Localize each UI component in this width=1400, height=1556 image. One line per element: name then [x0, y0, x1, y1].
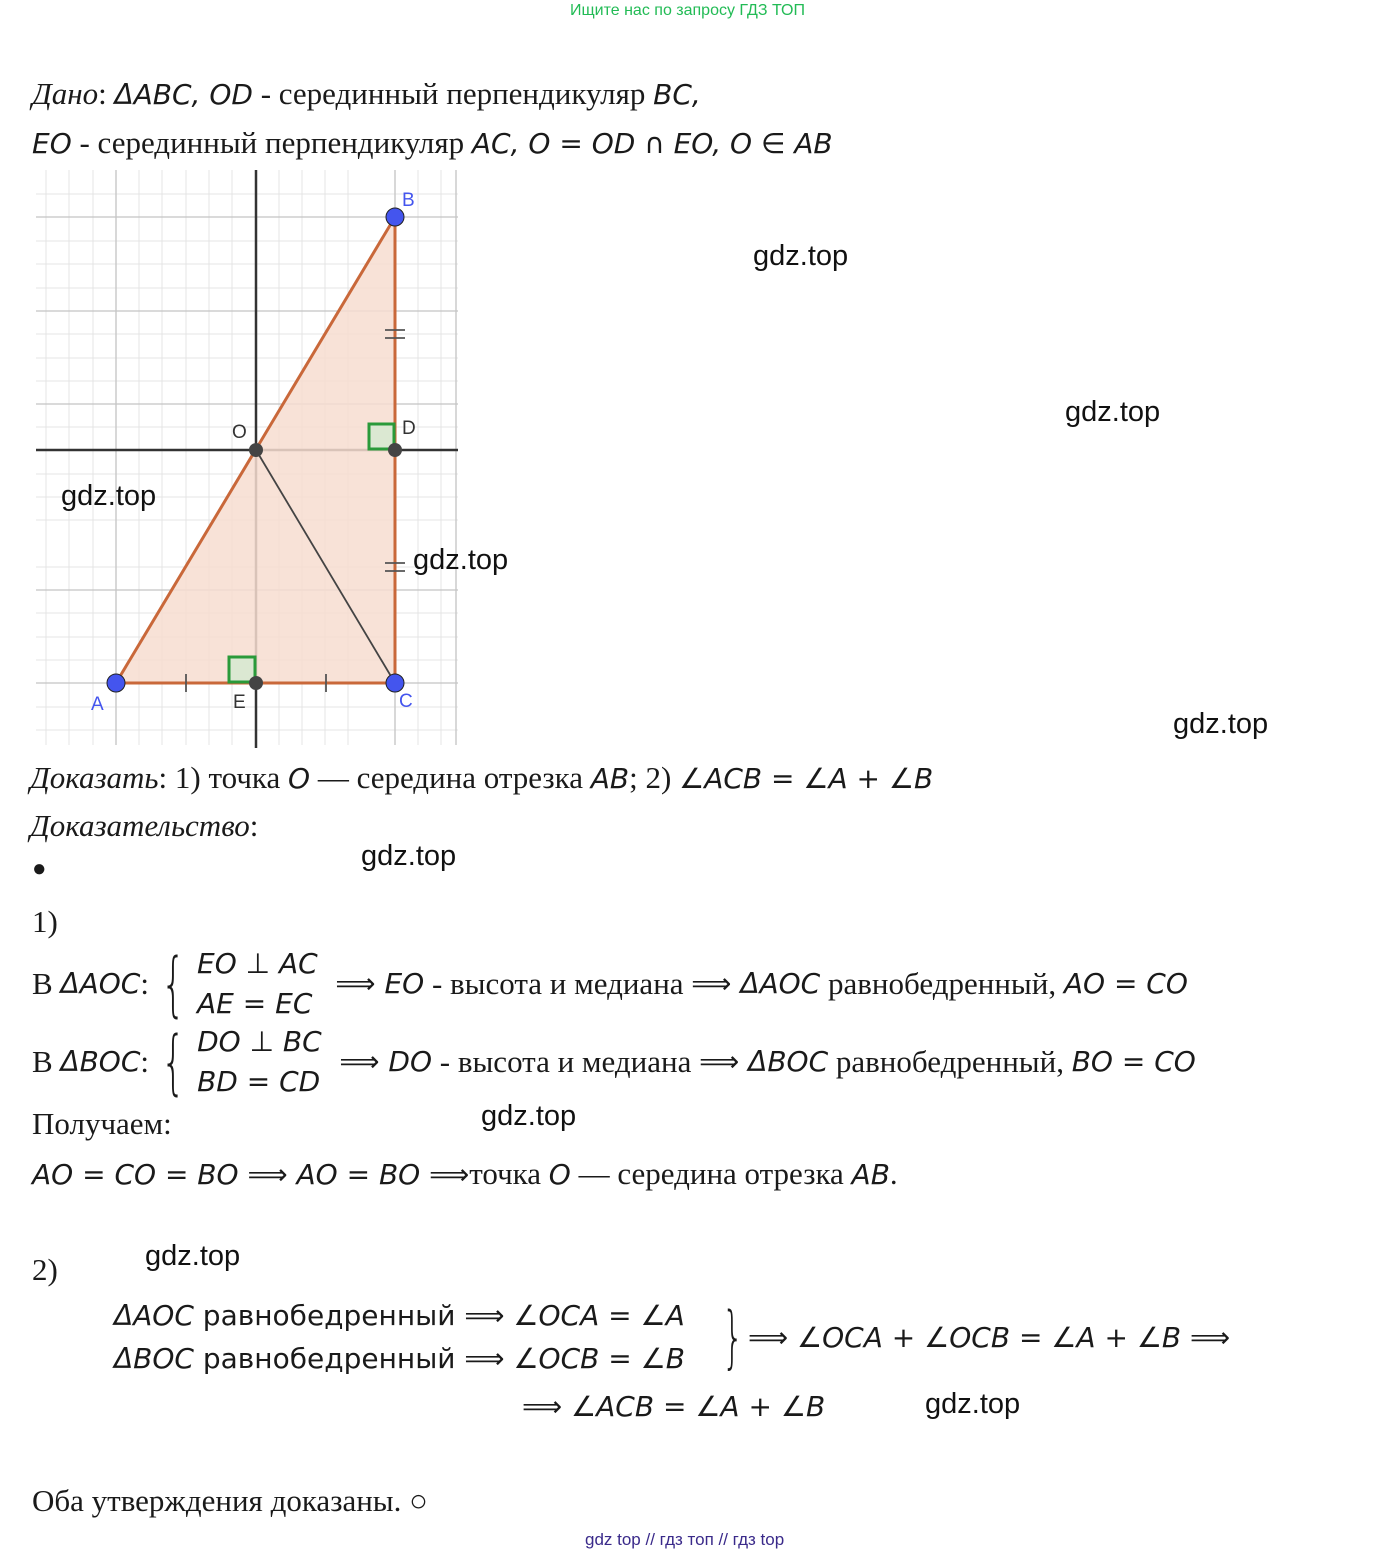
prove-text: — середина отрезка	[310, 760, 591, 795]
obtain-label: Получаем:	[32, 1106, 172, 1141]
given-text: - серединный перпендикуляр	[71, 125, 472, 160]
conclusion-end: .	[889, 1156, 898, 1191]
prove-label: Доказать	[30, 760, 159, 795]
point-d	[388, 443, 402, 457]
row-colon: :	[140, 966, 149, 1001]
p2-text: равнобедренный	[193, 1342, 465, 1375]
prove-text: ; 2)	[629, 760, 680, 795]
system-line: BD = CD	[197, 1065, 321, 1098]
row-text: - высота и медиана	[432, 1044, 700, 1079]
point-a	[107, 674, 125, 692]
system-boc	[197, 1022, 322, 1102]
prove-math: AB	[590, 762, 630, 795]
watermark: gdz.top	[361, 840, 457, 872]
p2-math: ⟹ ∠OCA = ∠A	[464, 1299, 685, 1332]
point-c	[386, 674, 404, 692]
proof-colon: :	[249, 808, 259, 843]
closing-brace: }	[722, 1298, 744, 1377]
system-aoc	[197, 944, 318, 1024]
conclusion-line	[32, 1154, 898, 1195]
p2-math: ⟹ ∠OCA + ∠OCB = ∠A + ∠B ⟹	[748, 1321, 1231, 1354]
watermark: gdz.top	[413, 544, 509, 576]
row-prefix: В	[32, 966, 61, 1001]
prove-math: ∠ACB = ∠A + ∠B	[679, 762, 934, 795]
point-o	[249, 443, 263, 457]
watermark: gdz.top	[925, 1388, 1021, 1420]
system-brace: {	[160, 1021, 186, 1103]
label-a: A	[91, 694, 104, 715]
system-line: DO ⊥ BC	[197, 1025, 322, 1058]
system-line: EO ⊥ AC	[197, 947, 318, 980]
given-line-2	[32, 123, 833, 164]
conclusion-math: AO = CO = BO ⟹ AO = BO ⟹	[32, 1158, 470, 1191]
given-math: AC, O = OD ∩ EO, O ∈ AB	[471, 127, 833, 160]
given-math: EO	[32, 127, 72, 160]
done-line: Оба утверждения доказаны. ○	[32, 1483, 428, 1518]
given-text: - серединный перпендикуляр	[252, 76, 654, 111]
p2-math: ΔBOC	[114, 1342, 194, 1375]
prove-text: : 1) точка	[158, 760, 289, 795]
part2-right	[748, 1317, 1230, 1358]
label-o: O	[232, 422, 247, 443]
system-line: AE = EC	[197, 987, 313, 1020]
bullet: ●	[32, 856, 47, 882]
row-triangle: ΔBOC	[60, 1045, 141, 1078]
row-colon: :	[140, 1044, 150, 1079]
row-text: равнобедренный,	[820, 966, 1064, 1001]
part2-line-boc	[114, 1338, 685, 1379]
p2-text: равнобедренный	[193, 1299, 465, 1332]
part2-line-aoc	[114, 1295, 685, 1336]
footer: gdz top // гдз топ // гдз top	[585, 1530, 785, 1549]
conclusion-text: точка	[469, 1156, 549, 1191]
watermark: gdz.top	[753, 240, 849, 272]
p2-math: ΔAOC	[114, 1299, 194, 1332]
conclusion-math: O	[548, 1158, 571, 1191]
row-math: ⟹ EO	[335, 967, 425, 1000]
row-math: BO = CO	[1071, 1045, 1196, 1078]
p2-math: ⟹ ∠ACB = ∠A + ∠B	[522, 1390, 826, 1423]
proof-row-boc	[32, 1022, 1196, 1106]
row-math: ⟹ ΔBOC	[699, 1045, 829, 1078]
geometry-figure	[36, 170, 466, 750]
watermark: gdz.top	[1065, 396, 1161, 428]
watermark: gdz.top	[145, 1240, 241, 1272]
proof-label: Доказательство	[30, 808, 250, 843]
watermark: gdz.top	[1173, 708, 1269, 740]
part-1-label: 1)	[32, 904, 58, 939]
row-text: - высота и медиана	[424, 966, 692, 1001]
conclusion-text: — середина отрезка	[570, 1156, 852, 1191]
row-triangle: ΔAOC	[60, 967, 141, 1000]
given-line-1: Дано: ΔABC, OD - серединный перпендикуляр BC,	[32, 76, 701, 111]
row-math: AO = CO	[1063, 967, 1188, 1000]
label-c: C	[399, 691, 413, 712]
p2-math: ⟹ ∠OCB = ∠B	[464, 1342, 685, 1375]
given-math: ΔABC, OD	[114, 78, 253, 111]
watermark: gdz.top	[61, 480, 157, 512]
row-prefix: В	[32, 1044, 61, 1079]
proof-row-aoc	[32, 944, 1188, 1028]
point-e	[249, 676, 263, 690]
part2-final	[522, 1386, 825, 1427]
given-label: Дано	[32, 76, 99, 111]
conclusion-math: AB	[851, 1158, 890, 1191]
label-b: B	[402, 190, 415, 211]
row-math: ⟹ ΔAOC	[691, 967, 821, 1000]
row-text: равнобедренный,	[828, 1044, 1072, 1079]
row-math: ⟹ DO	[339, 1045, 433, 1078]
label-e: E	[233, 692, 246, 713]
watermark: gdz.top	[481, 1100, 577, 1132]
prove-math: O	[288, 762, 311, 795]
label-d: D	[402, 418, 416, 439]
given-math: BC,	[653, 78, 701, 111]
system-brace: {	[160, 943, 186, 1025]
proof-heading	[30, 806, 258, 846]
part-2-label: 2)	[32, 1252, 58, 1287]
top-banner: Ищите нас по запросу ГДЗ ТОП	[570, 2, 805, 19]
prove-line	[30, 758, 933, 799]
